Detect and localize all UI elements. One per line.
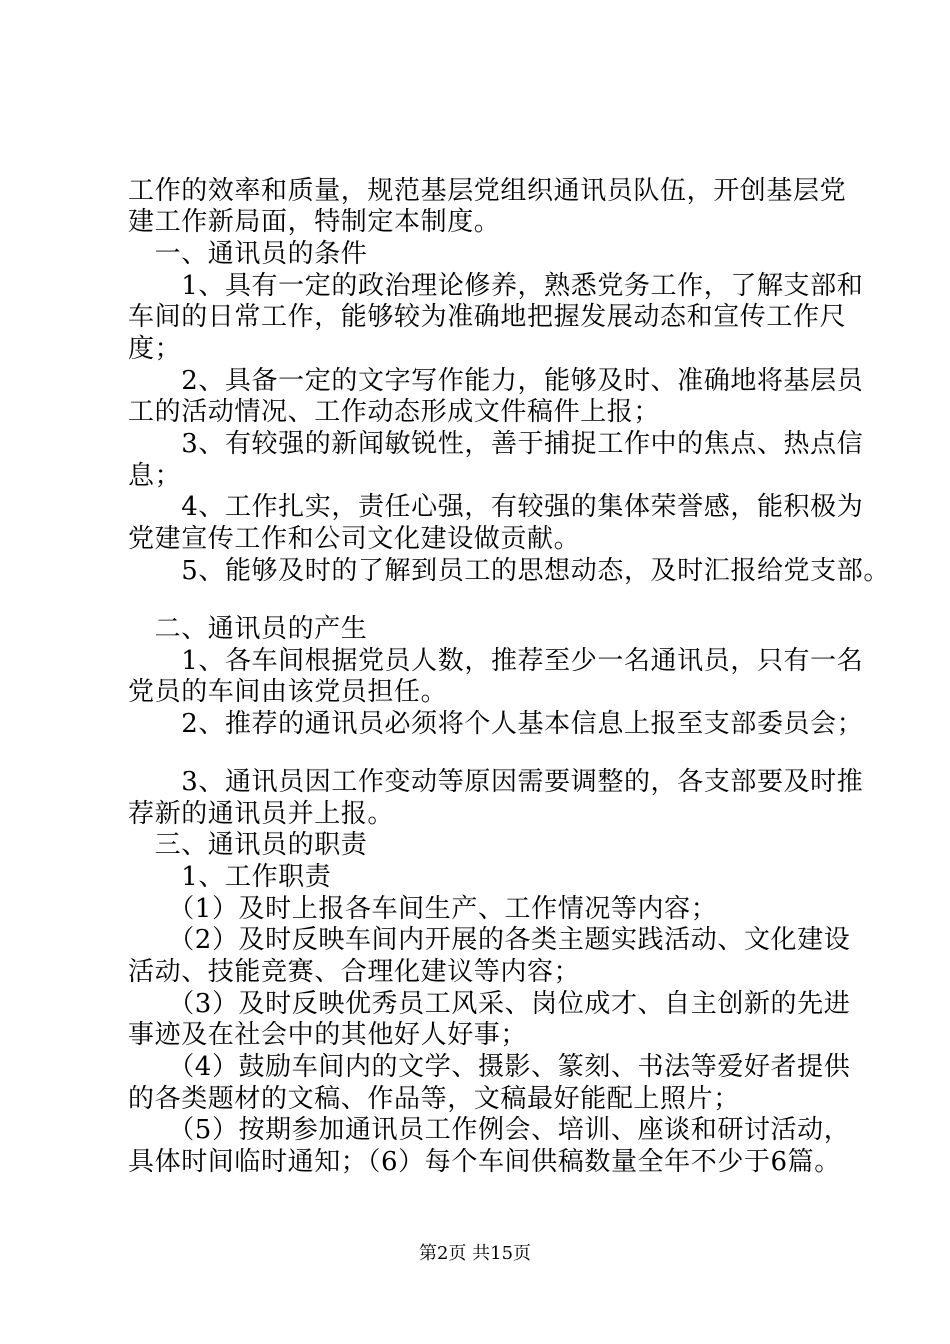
- text-line: （5）按期参加通讯员工作例会、培训、座谈和研讨活动，: [128, 1115, 851, 1145]
- text-line: 党员的车间由该党员担任。: [128, 677, 448, 707]
- section-heading: 一、通讯员的条件: [128, 239, 368, 269]
- text-line: 工作的效率和质量，规范基层党组织通讯员队伍，开创基层党: [128, 176, 847, 206]
- text-line: 工的活动情况、工作动态形成文件稿件上报；: [128, 397, 661, 427]
- text-line: （2）及时反映车间内开展的各类主题实践活动、文化建设: [128, 925, 851, 955]
- text-line: 4、工作扎实，责任心强，有较强的集体荣誉感，能积极为: [128, 492, 864, 522]
- text-line: 3、通讯员因工作变动等原因需要调整的，各支部要及时推: [128, 767, 864, 797]
- text-line: 活动、技能竞赛、合理化建议等内容；: [128, 957, 581, 987]
- section-heading: 二、通讯员的产生: [128, 614, 368, 644]
- text-line: 荐新的通讯员并上报。: [128, 799, 395, 829]
- section-heading: 三、通讯员的职责: [128, 830, 368, 860]
- text-line: 建工作新局面，特制定本制度。: [128, 207, 501, 237]
- text-line: 1、各车间根据党员人数，推荐至少一名通讯员，只有一名: [128, 646, 864, 676]
- text-line: 1、具有一定的政治理论修养，熟悉党务工作，了解支部和: [128, 271, 864, 301]
- text-line: 度；: [128, 334, 182, 364]
- text-line: 车间的日常工作，能够较为准确地把握发展动态和宣传工作尺: [128, 302, 847, 332]
- text-line: 的各类题材的文稿、作品等，文稿最好能配上照片；: [128, 1084, 740, 1114]
- text-line: 事迹及在社会中的其他好人好事；: [128, 1020, 528, 1050]
- page-number-footer: 第2页 共15页: [418, 1243, 532, 1264]
- text-line: （3）及时反映优秀员工风采、岗位成才、自主创新的先进: [128, 989, 851, 1019]
- text-line: （1）及时上报各车间生产、工作情况等内容；: [128, 894, 718, 924]
- text-line: 2、推荐的通讯员必须将个人基本信息上报至支部委员会；: [128, 709, 864, 739]
- text-line: 3、有较强的新闻敏锐性，善于捕捉工作中的焦点、热点信: [128, 429, 864, 459]
- text-line: 2、具备一定的文字写作能力，能够及时、准确地将基层员: [128, 366, 864, 396]
- subsection-heading: 1、工作职责: [128, 862, 332, 892]
- text-line: 党建宣传工作和公司文化建设做贡献。: [128, 524, 581, 554]
- text-line: 5、能够及时的了解到员工的思想动态，及时汇报给党支部。: [128, 556, 890, 586]
- text-line: 具体时间临时通知；（6）每个车间供稿数量全年不少于6篇。: [128, 1147, 841, 1177]
- text-line: 息；: [128, 461, 182, 491]
- text-line: （4）鼓励车间内的文学、摄影、篆刻、书法等爱好者提供: [128, 1052, 851, 1082]
